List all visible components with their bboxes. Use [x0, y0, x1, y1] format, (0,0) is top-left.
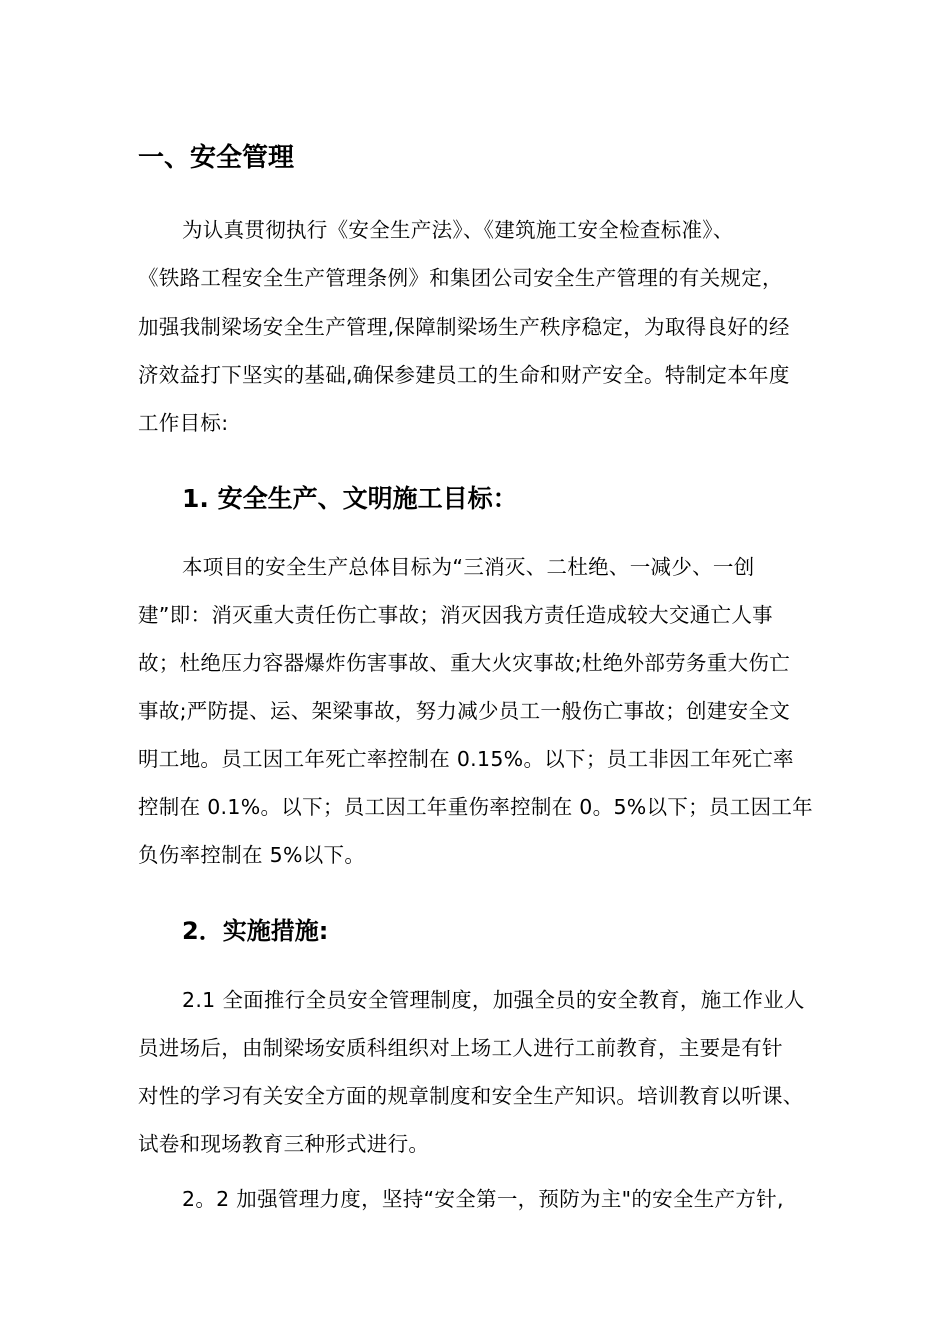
- intro-line-1: 为认真贯彻执行《安全生产法》、《建筑施工安全检查标准》、: [182, 218, 734, 242]
- measures-heading: 2．实施措施:: [182, 917, 329, 945]
- intro-line-3: 加强我制梁场安全生产管理,保障制梁场生产秩序稳定，为取得良好的经: [138, 315, 790, 339]
- intro-line-2: 《铁路工程安全生产管理条例》和集团公司安全生产管理的有关规定，: [138, 266, 783, 290]
- goals-line-1: 本项目的安全生产总体目标为“三消灭、二杜绝、一减少、一创: [182, 555, 755, 579]
- goals-line-7: 负伤率控制在 5%以下。: [138, 843, 366, 867]
- measure-1-line-2: 员进场后，由制梁场安质科组织对上场工人进行工前教育，主要是有针: [138, 1036, 783, 1060]
- measure-1-line-1: 2.1 全面推行全员安全管理制度，加强全员的安全教育，施工作业人: [182, 988, 805, 1012]
- intro-line-4: 济效益打下坚实的基础,确保参建员工的生命和财产安全。特制定本年度: [138, 363, 790, 387]
- measure-1-line-4: 试卷和现场教育三种形式进行。: [138, 1132, 430, 1156]
- goals-line-4: 事故;严防提、运、架梁事故，努力减少员工一般伤亡事故；创建安全文: [138, 699, 791, 723]
- goals-heading: 1. 安全生产、文明施工目标：: [182, 484, 518, 513]
- intro-line-5: 工作目标:: [138, 411, 229, 435]
- measure-2-line-1: 2。2 加强管理力度，坚持“安全第一，预防为主"的安全生产方针,: [182, 1187, 784, 1211]
- goals-line-3: 故；杜绝压力容器爆炸伤害事故、重大火灾事故;杜绝外部劳务重大伤亡: [138, 651, 791, 675]
- goals-line-2: 建”即：消灭重大责任伤亡事故；消灭因我方责任造成较大交通亡人事: [138, 603, 773, 627]
- goals-line-6: 控制在 0.1%。以下；员工因工年重伤率控制在 0。5%以下；员工因工年: [138, 795, 813, 819]
- section-title: 一、安全管理: [138, 143, 295, 173]
- goals-line-5: 明工地。员工因工年死亡率控制在 0.15%。以下；员工非因工年死亡率: [138, 747, 794, 771]
- measure-1-line-3: 对性的学习有关安全方面的规章制度和安全生产知识。培训教育以听课、: [138, 1084, 804, 1108]
